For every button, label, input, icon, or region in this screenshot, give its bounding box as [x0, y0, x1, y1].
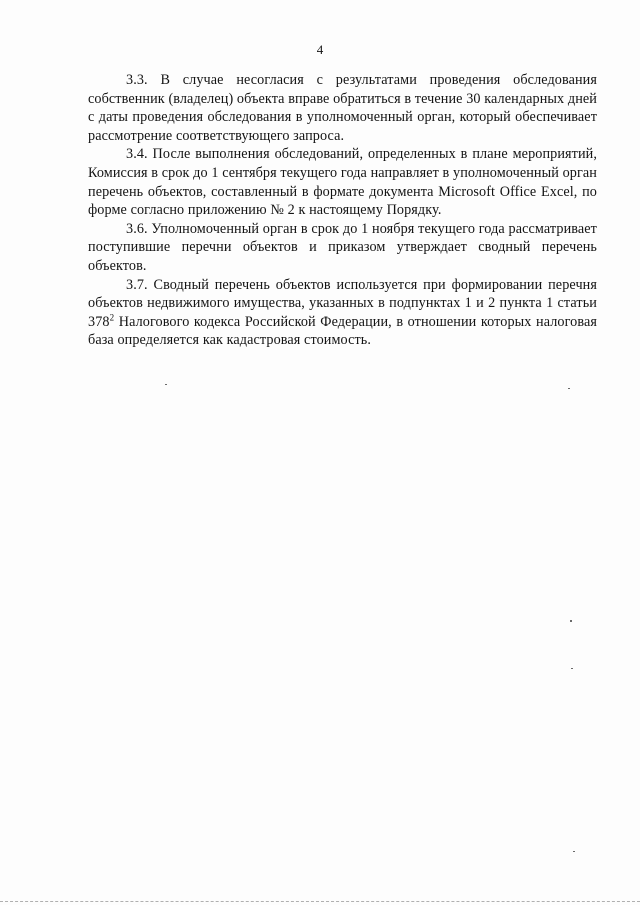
scan-speck	[571, 668, 573, 669]
paragraph-3-7-text-after: Налогового кодекса Российской Федерации, в отношении которых налоговая база определяется как кадастровая стоимость.	[88, 313, 597, 349]
document-body	[88, 71, 597, 350]
paragraph-3-4: 3.4. После выполнения обследований, определенных в плане мероприятий, Комиссия в срок до 1 сентября текущего года направляет в уполномоченный орган перечень объектов, составленный в формате документа Microsoft Office Excel, по форме согласно приложению № 2 к настоящему Порядку.	[88, 146, 597, 219]
scan-speck	[573, 851, 575, 852]
scan-speck	[568, 388, 570, 389]
paragraph-3-7	[88, 276, 597, 350]
scan-speck	[570, 620, 572, 622]
paragraph-3-3: 3.3. В случае несогласия с результатами проведения обследования собственник (владелец) объекта вправе обратиться в течение 30 календарных дней с даты проведения обследования в уполномоченный орган, который обеспечивает рассмотрение соответствующего запроса.	[88, 72, 597, 144]
paragraph-3-7-text-before: 3.7. Сводный перечень объектов используется при формировании перечня объектов недвижимого имущества, указанных в подпунктах 1 и 2 пункта 1 статьи 378	[88, 276, 597, 330]
page-number: 4	[316, 42, 324, 57]
paragraph-3-6: 3.6. Уполномоченный орган в срок до 1 ноября текущего года рассматривает поступившие перечни объектов и приказом утверждает сводный перечень объектов.	[88, 220, 597, 274]
article-superscript: 2	[109, 311, 115, 322]
scan-edge	[0, 901, 640, 905]
scan-speck	[165, 384, 167, 385]
